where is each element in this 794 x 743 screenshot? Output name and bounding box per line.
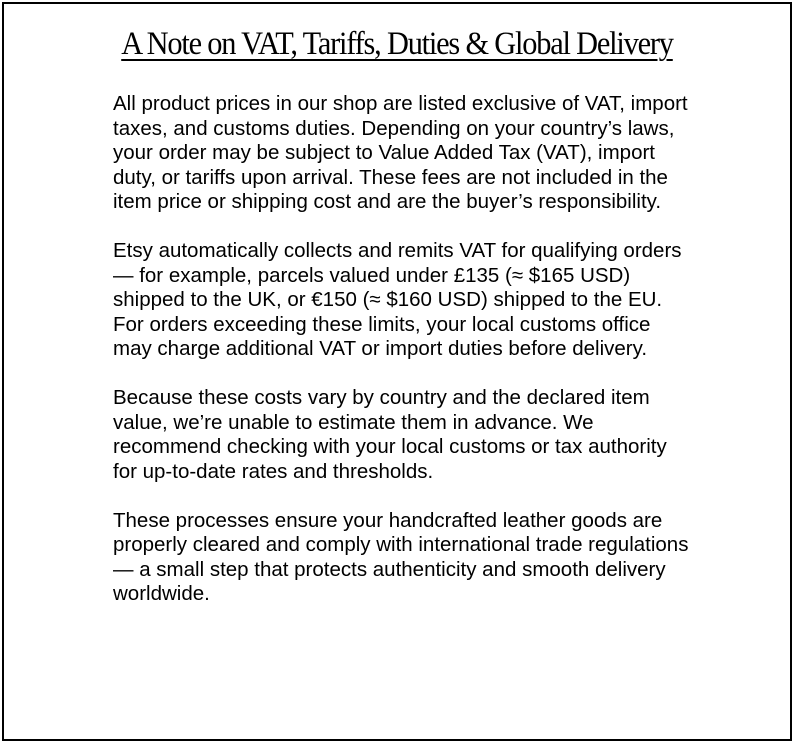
paragraph-compliance: These processes ensure your handcrafted leather goods are properly cleared and comply with international trade regulations — a small step that protects authenticity and smooth delivery worldwide. [113, 508, 689, 605]
paragraph-etsy-vat: Etsy automatically collects and remits VAT for qualifying orders — for example, parcels valued under £135 (≈ $165 USD) shipped to the UK, or €150 (≈ $160 USD) shipped to the EU. For orders exceeding these limits, your local customs office may charge additional VAT or import duties before delivery. [113, 239, 682, 360]
notice-body [113, 92, 693, 631]
paragraph-vat-exclusive: All product prices in our shop are listed exclusive of VAT, import taxes, and customs duties. Depending on your country’s laws, your order may be subject to Value Added Tax (VAT), import duty, or tariffs upon arrival. These fees are not included in the item price or shipping cost and are the buyer’s responsibility. [113, 92, 688, 213]
page-title: A Note on VAT, Tariffs, Duties & Global Delivery [121, 26, 673, 62]
paragraph-cost-estimates: Because these costs vary by country and the declared item value, we’re unable to estimate them in advance. We recommend checking with your local customs or tax authority for up-to-date rates and thresholds. [113, 386, 667, 483]
